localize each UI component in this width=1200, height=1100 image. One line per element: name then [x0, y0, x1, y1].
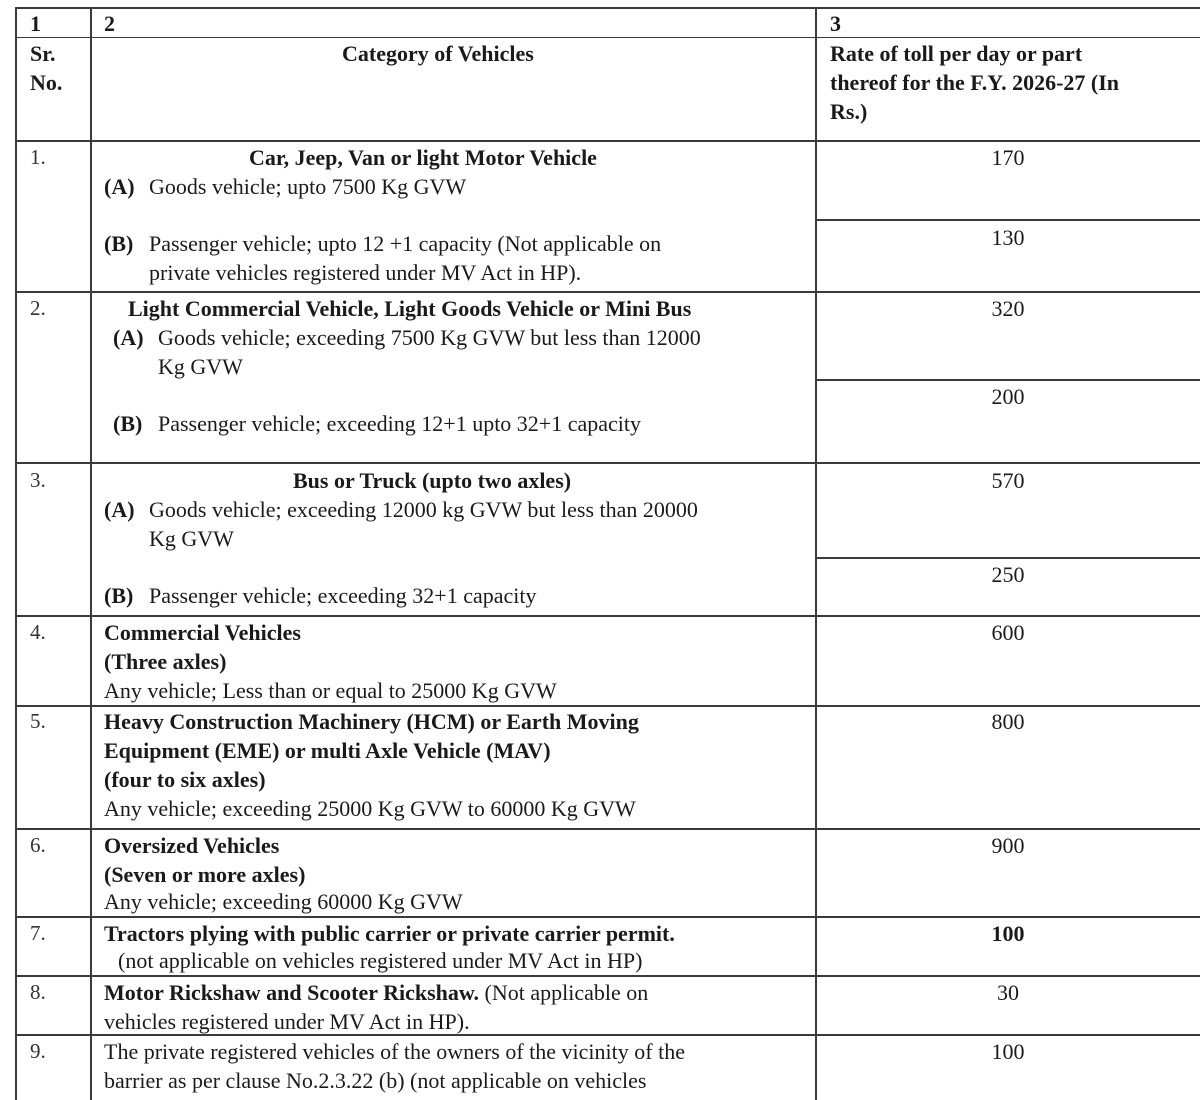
row-8-title: Motor Rickshaw and Scooter Rickshaw.: [104, 980, 480, 1005]
row-3-a-text-line2: Kg GVW: [149, 526, 234, 551]
column-divider-1: [90, 7, 92, 1100]
row-7-sr: 7.: [30, 921, 46, 945]
row-2-rate-b: 200: [991, 384, 1025, 409]
row-1-title: Car, Jeep, Van or light Motor Vehicle: [249, 145, 597, 170]
header-number-row-divider: [15, 37, 1200, 38]
row-1-sr: 1.: [30, 145, 46, 169]
column-number-3: 3: [830, 11, 841, 36]
row-2-rate-divider: [815, 379, 1200, 381]
row-4-sr: 4.: [30, 620, 46, 644]
row-3-b-label: (B): [104, 583, 134, 608]
row-3-title: Bus or Truck (upto two axles): [293, 468, 572, 493]
row-6-title-line2: (Seven or more axles): [104, 862, 306, 887]
row-1-b-text-line2: private vehicles registered under MV Act in HP).: [149, 260, 582, 285]
row-2-rate-a: 320: [991, 296, 1025, 321]
row-8-sr: 8.: [30, 980, 46, 1004]
row-5-sr: 5.: [30, 709, 46, 733]
row-4-desc: Any vehicle; Less than or equal to 25000 Kg GVW: [104, 678, 557, 703]
row-5-rate: 800: [991, 709, 1025, 734]
row-8-title-line: [104, 978, 648, 1007]
header-bottom-border: [15, 140, 1200, 142]
row-divider-7-8: [15, 975, 1200, 977]
row-4-title-line1: Commercial Vehicles: [104, 620, 301, 645]
table-border-left: [15, 7, 17, 1100]
row-3-a-label: (A): [104, 497, 135, 522]
row-2-title: Light Commercial Vehicle, Light Goods Vehicle or Mini Bus: [128, 296, 692, 321]
row-2-b-label: (B): [113, 411, 143, 436]
row-1-rate-b: 130: [991, 225, 1025, 250]
row-4-rate: 600: [991, 620, 1025, 645]
row-2-b-text: Passenger vehicle; exceeding 12+1 upto 32+1 capacity: [158, 411, 641, 436]
row-6-desc: Any vehicle; exceeding 60000 Kg GVW: [104, 889, 463, 914]
row-3-rate-divider: [815, 557, 1200, 559]
row-9-desc-line2: barrier as per clause No.2.3.22 (b) (not applicable on vehicles: [104, 1068, 647, 1093]
row-9-desc-line1: The private registered vehicles of the owners of the vicinity of the: [104, 1039, 685, 1064]
row-2-sr: 2.: [30, 296, 46, 320]
category-header: Category of Vehicles: [342, 41, 534, 66]
row-8-rate: 30: [997, 980, 1019, 1005]
row-2-a-text-line2: Kg GVW: [158, 354, 243, 379]
row-8-desc: vehicles registered under MV Act in HP).: [104, 1009, 470, 1034]
row-4-title-line2: (Three axles): [104, 649, 227, 674]
sr-no-header-line2: No.: [30, 70, 63, 95]
row-1-rate-a: 170: [991, 145, 1025, 170]
row-5-title-line3: (four to six axles): [104, 767, 266, 792]
row-divider-5-6: [15, 828, 1200, 830]
row-7-title: Tractors plying with public carrier or private carrier permit.: [104, 921, 675, 946]
row-1-b-label: (B): [104, 231, 134, 256]
row-1-rate-divider: [815, 219, 1200, 221]
rate-header-line1: Rate of toll per day or part: [830, 41, 1083, 66]
row-7-rate: 100: [991, 921, 1025, 946]
row-7-desc: (not applicable on vehicles registered under MV Act in HP): [118, 948, 643, 973]
column-number-2: 2: [104, 11, 115, 36]
row-divider-1-2: [15, 291, 1200, 293]
row-3-a-text-line1: Goods vehicle; exceeding 12000 kg GVW but less than 20000: [149, 497, 698, 522]
row-6-sr: 6.: [30, 833, 46, 857]
row-1-a-label: (A): [104, 174, 135, 199]
row-2-a-label: (A): [113, 325, 144, 350]
row-9-sr: 9.: [30, 1039, 46, 1063]
table-border-top: [15, 7, 1200, 9]
row-3-b-text: Passenger vehicle; exceeding 32+1 capacity: [149, 583, 537, 608]
rate-header-line2: thereof for the F.Y. 2026-27 (In: [830, 70, 1120, 95]
column-divider-2: [815, 7, 817, 1100]
row-3-rate-b: 250: [991, 562, 1025, 587]
row-1-b-text-line1: Passenger vehicle; upto 12 +1 capacity (Not applicable on: [149, 231, 662, 256]
row-5-title-line1: Heavy Construction Machinery (HCM) or Earth Moving: [104, 709, 639, 734]
row-divider-2-3: [15, 462, 1200, 464]
row-2-a-text-line1: Goods vehicle; exceeding 7500 Kg GVW but less than 12000: [158, 325, 701, 350]
row-3-rate-a: 570: [991, 468, 1025, 493]
row-1-a-text: Goods vehicle; upto 7500 Kg GVW: [149, 174, 467, 199]
row-divider-3-4: [15, 615, 1200, 617]
row-5-desc: Any vehicle; exceeding 25000 Kg GVW to 60000 Kg GVW: [104, 796, 636, 821]
row-5-title-line2: Equipment (EME) or multi Axle Vehicle (MAV): [104, 738, 551, 763]
row-6-title-line1: Oversized Vehicles: [104, 833, 280, 858]
row-divider-6-7: [15, 916, 1200, 918]
rate-header-line3: Rs.): [830, 99, 868, 124]
sr-no-header-line1: Sr.: [30, 41, 56, 66]
column-number-1: 1: [30, 11, 41, 36]
row-3-sr: 3.: [30, 468, 46, 492]
row-6-rate: 900: [991, 833, 1025, 858]
row-9-rate: 100: [991, 1039, 1025, 1064]
row-8-title-suffix: (Not applicable on: [479, 980, 649, 1005]
